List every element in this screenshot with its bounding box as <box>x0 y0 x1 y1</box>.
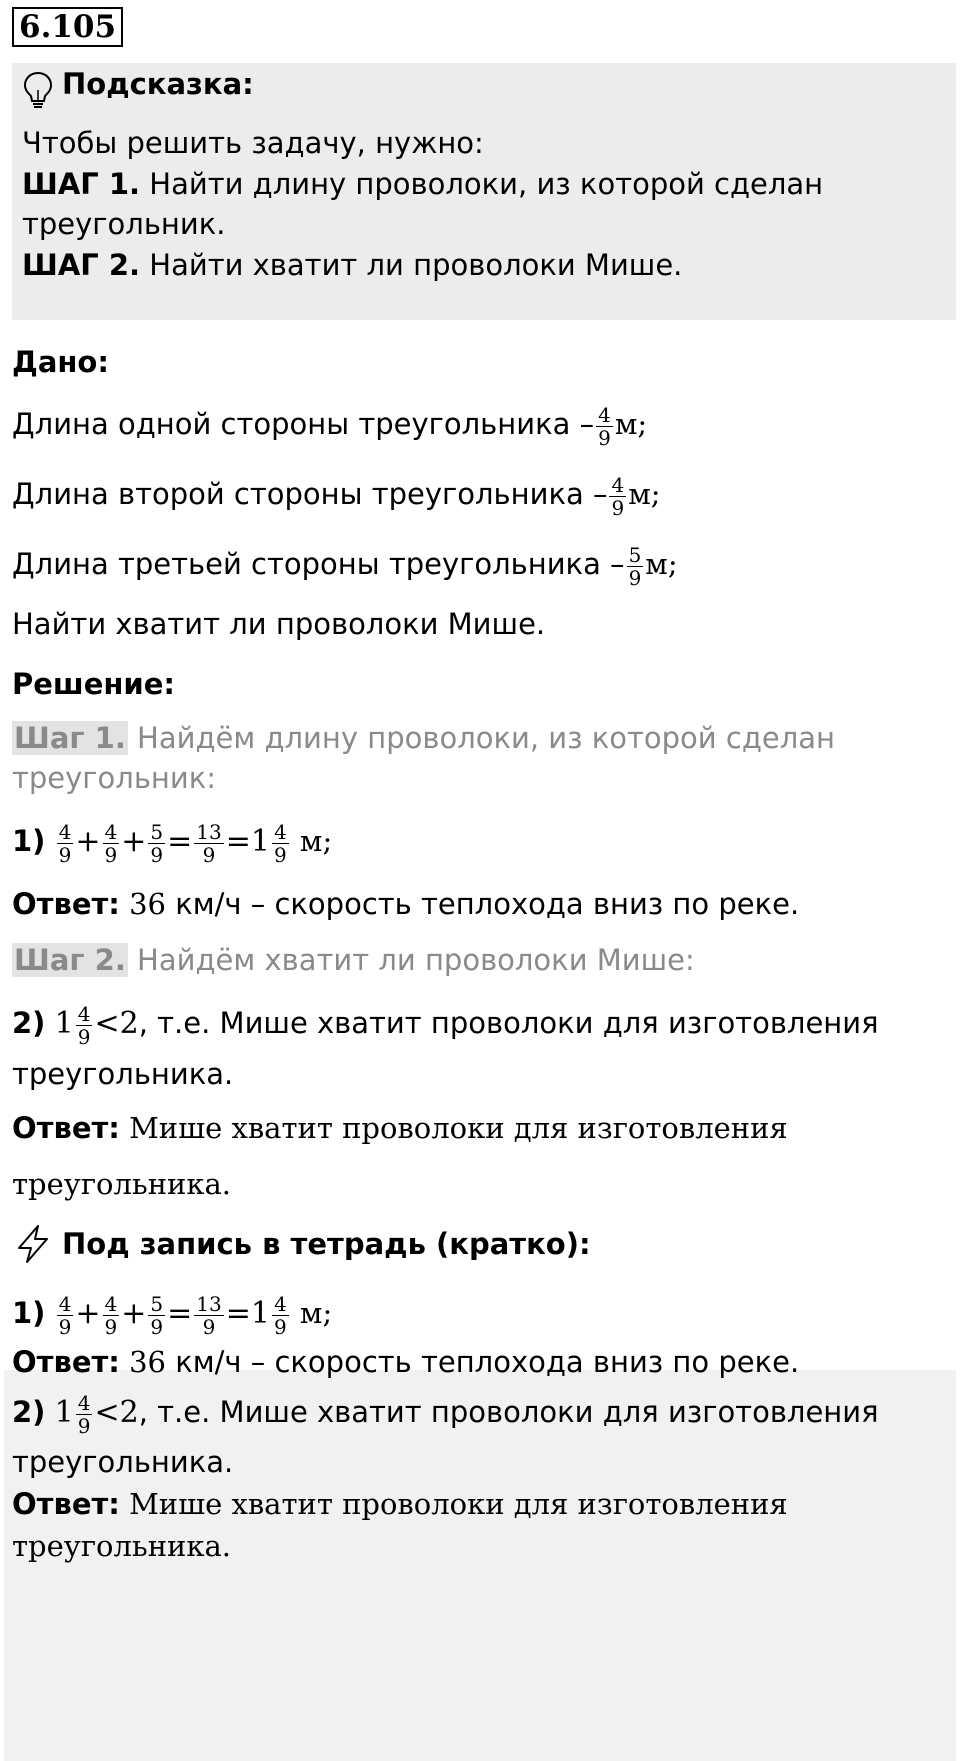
solution-answer-2 <box>12 1108 788 1148</box>
given-find: Найти хватит ли проволоки Мише. <box>12 607 546 641</box>
lightning-icon <box>14 1224 52 1264</box>
fraction-numerator: 13 <box>196 819 222 844</box>
equals-sign: = <box>167 824 193 859</box>
fraction-denominator: 9 <box>273 842 287 867</box>
rhs-value: 2 <box>119 1006 139 1041</box>
answer-label: Ответ: <box>12 1345 120 1379</box>
step2-tag: Шаг 2. <box>14 943 126 977</box>
solution-answer-1 <box>12 884 799 924</box>
solution-equation-2-cont: треугольника. <box>12 1057 234 1091</box>
fraction-numerator: 4 <box>611 472 625 497</box>
fraction-numerator: 5 <box>628 542 642 567</box>
fraction-numerator: 4 <box>104 819 118 844</box>
fraction-numerator: 4 <box>58 819 72 844</box>
fraction <box>103 1293 120 1338</box>
less-than-sign: < <box>94 1395 120 1430</box>
mixed-whole: 1 <box>54 1006 74 1041</box>
given-side3 <box>12 538 678 590</box>
mixed-whole: 1 <box>54 1395 74 1430</box>
given-title: Дано: <box>12 345 109 379</box>
fraction-denominator: 9 <box>104 842 118 867</box>
fraction <box>57 1293 74 1338</box>
mixed-whole: 1 <box>250 824 270 859</box>
notebook-equation-2 <box>12 1384 879 1441</box>
fraction-numerator: 5 <box>150 819 164 844</box>
fraction <box>194 821 223 866</box>
hint-step1-cont: треугольник. <box>22 207 226 241</box>
equals-sign: = <box>225 1296 251 1331</box>
answer-value: 36 <box>129 887 167 921</box>
step2-text: Найдём хватит ли проволоки Мише: <box>127 943 695 977</box>
solution-step2 <box>12 940 695 980</box>
hint-intro: Чтобы решить задачу, нужно: <box>22 126 484 160</box>
fraction-numerator: 4 <box>104 1291 118 1316</box>
fraction-numerator: 4 <box>77 1390 91 1415</box>
fraction-numerator: 4 <box>273 1291 287 1316</box>
given-side2-fraction <box>609 474 626 519</box>
fraction-denominator: 9 <box>273 1314 287 1339</box>
solution-equation-2 <box>12 994 879 1053</box>
fraction-denominator: 9 <box>202 1314 216 1339</box>
given-side1-fraction <box>596 404 613 449</box>
fraction-denominator: 9 <box>150 1314 164 1339</box>
answer-label: Ответ: <box>12 887 120 921</box>
answer-text: Мише хватит проволоки для изготовления <box>129 1487 788 1521</box>
lightbulb-icon <box>22 70 54 110</box>
answer-text: Мише хватит проволоки для изготовления <box>129 1111 788 1145</box>
problem-number: 6.105 <box>12 7 123 47</box>
notebook-answer-2-cont: треугольника. <box>12 1529 231 1563</box>
plus-sign: + <box>75 824 101 859</box>
fraction-denominator: 9 <box>598 425 611 450</box>
equation-unit: м; <box>299 1296 333 1330</box>
notebook-equation-1 <box>12 1284 332 1343</box>
solution-title: Решение: <box>12 667 176 701</box>
plus-sign: + <box>121 824 147 859</box>
equation-index: 2) <box>12 1006 46 1040</box>
fraction-denominator: 9 <box>77 1024 91 1049</box>
fraction <box>272 1293 289 1338</box>
answer-label: Ответ: <box>12 1487 120 1521</box>
fraction-numerator: 4 <box>77 1001 91 1026</box>
given-side2 <box>12 468 661 520</box>
given-side3-fraction <box>627 544 644 589</box>
answer-label: Ответ: <box>12 1111 120 1145</box>
equation-unit: м; <box>299 824 333 858</box>
hint-step1-label: ШАГ 1. <box>22 167 141 201</box>
fraction-denominator: 9 <box>611 495 625 520</box>
fraction-denominator: 9 <box>58 1314 72 1339</box>
answer-value: 36 <box>129 1345 167 1379</box>
hint-title: Подсказка: <box>62 67 254 101</box>
fraction <box>194 1293 223 1338</box>
equation-index: 1) <box>12 1296 46 1330</box>
rhs-value: 2 <box>119 1395 139 1430</box>
fraction <box>103 821 120 866</box>
fraction-numerator: 4 <box>58 1291 72 1316</box>
solution-step1-cont: треугольник: <box>12 761 217 795</box>
fraction-numerator: 5 <box>150 1291 164 1316</box>
fraction <box>57 821 74 866</box>
given-side2-text: Длина второй стороны треугольника – <box>12 477 608 511</box>
hint-step2-text: Найти хватит ли проволоки Мише. <box>140 248 683 282</box>
equation-text: , т.е. Мише хватит проволоки для изготовления <box>138 1395 879 1429</box>
fraction-denominator: 9 <box>202 842 216 867</box>
given-side1 <box>12 398 647 450</box>
given-unit: м; <box>628 477 661 511</box>
fraction <box>76 1392 93 1437</box>
given-side1-text: Длина одной стороны треугольника – <box>12 407 595 441</box>
fraction-denominator: 9 <box>104 1314 118 1339</box>
solution-step1 <box>12 718 835 758</box>
fraction-denominator: 9 <box>58 842 72 867</box>
answer-text: км/ч – скорость теплохода вниз по реке. <box>166 1345 800 1379</box>
fraction <box>76 1003 93 1048</box>
equation-text: , т.е. Мише хватит проволоки для изготовления <box>138 1006 879 1040</box>
hint-step1-text: Найти длину проволоки, из которой сделан <box>140 167 824 201</box>
plus-sign: + <box>121 1296 147 1331</box>
step1-tag: Шаг 1. <box>14 721 126 755</box>
given-side3-text: Длина третьей стороны треугольника – <box>12 547 625 581</box>
fraction-denominator: 9 <box>150 842 164 867</box>
equals-sign: = <box>225 824 251 859</box>
notebook-answer-1 <box>12 1342 799 1382</box>
mixed-whole: 1 <box>250 1296 270 1331</box>
fraction <box>148 821 165 866</box>
equation-index: 2) <box>12 1395 46 1429</box>
answer-text: км/ч – скорость теплохода вниз по реке. <box>166 887 800 921</box>
hint-step2 <box>22 245 682 285</box>
fraction <box>148 1293 165 1338</box>
notebook-equation-2-cont: треугольника. <box>12 1445 234 1479</box>
given-unit: м; <box>614 407 648 441</box>
hint-step2-label: ШАГ 2. <box>22 248 141 282</box>
hint-step1 <box>22 164 823 204</box>
notebook-answer-2 <box>12 1484 788 1524</box>
equation-index: 1) <box>12 824 46 858</box>
given-unit: м; <box>645 547 678 581</box>
fraction-numerator: 13 <box>196 1291 222 1316</box>
fraction-numerator: 4 <box>273 819 287 844</box>
plus-sign: + <box>75 1296 101 1331</box>
solution-equation-1 <box>12 812 332 871</box>
fraction-numerator: 4 <box>598 402 611 427</box>
fraction-denominator: 9 <box>77 1413 91 1438</box>
step1-text: Найдём длину проволоки, из которой сделан <box>127 721 835 755</box>
fraction <box>272 821 289 866</box>
solution-answer-2-cont: треугольника. <box>12 1167 231 1201</box>
less-than-sign: < <box>94 1006 120 1041</box>
fraction-denominator: 9 <box>628 565 642 590</box>
notebook-title: Под запись в тетрадь (кратко): <box>62 1227 591 1261</box>
equals-sign: = <box>167 1296 193 1331</box>
